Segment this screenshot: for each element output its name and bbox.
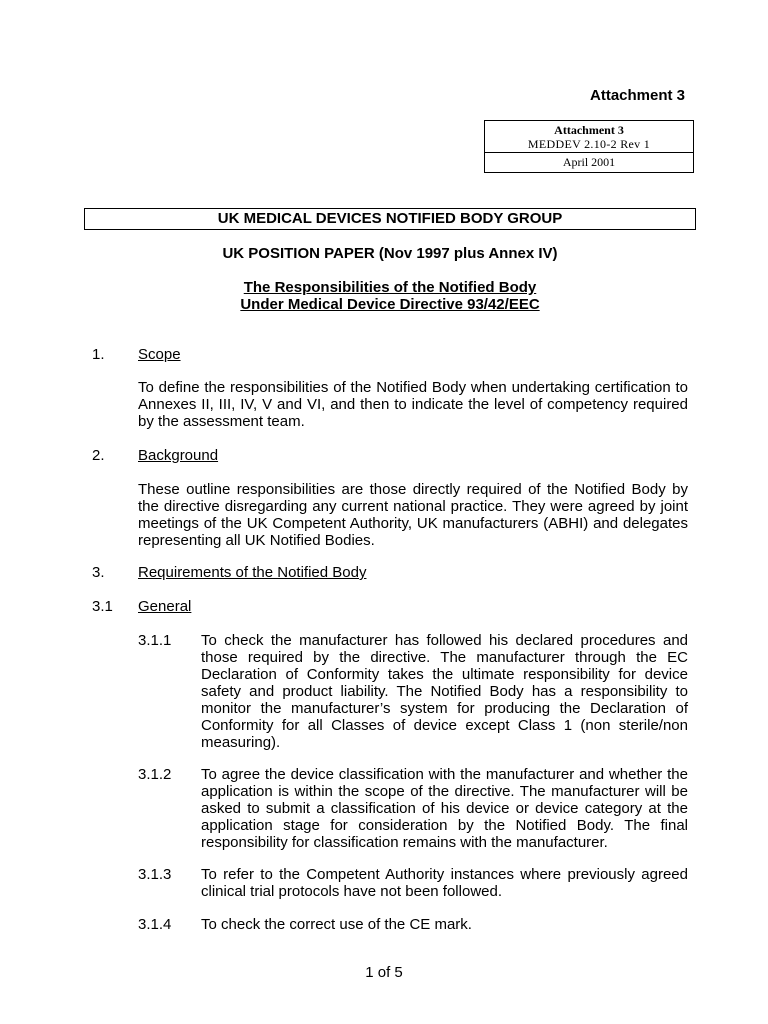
section-3-1-heading: General bbox=[138, 598, 192, 615]
section-3-number: 3. bbox=[92, 564, 105, 581]
section-3-1-2-number: 3.1.2 bbox=[138, 766, 172, 783]
section-3-1-2-text: To agree the device classification with the manufacturer and whether the application is within the scope of the directive. The manufacturer will be asked to submit a classification of his device or device category at the application stage for consideration by the Notified Body. The final responsibility for classification remains with the manufacturer. bbox=[201, 766, 688, 851]
section-3-1-number: 3.1 bbox=[92, 598, 113, 615]
attachment-header: Attachment 3 bbox=[590, 87, 686, 104]
section-1-number: 1. bbox=[92, 346, 105, 363]
section-3-1-3-number: 3.1.3 bbox=[138, 866, 172, 883]
reference-date: April 2001 bbox=[562, 155, 616, 169]
reference-attachment: Attachment 3 bbox=[554, 123, 624, 137]
section-3-1-3-text: To refer to the Competent Authority instances where previously agreed clinical trial protocols have not been followed. bbox=[201, 866, 688, 900]
section-3-heading: Requirements of the Notified Body bbox=[138, 564, 367, 581]
reference-box bbox=[484, 120, 694, 173]
section-3-1-1-text: To check the manufacturer has followed his declared procedures and those required by the directive. The manufacturer through the EC Declaration of Conformity takes the ultimate responsibility for device safety and product liability. The Notified Body has a responsibility to monitor the manufacturer’s system for producing the Declaration of Conformity for all Classes of device except Class 1 (non sterile/non measuring). bbox=[201, 632, 688, 751]
section-1-heading: Scope bbox=[138, 346, 181, 363]
position-paper-title: UK POSITION PAPER (Nov 1997 plus Annex IV) bbox=[222, 245, 558, 262]
reference-meddev: MEDDEV 2.10-2 Rev 1 bbox=[527, 137, 651, 151]
section-3-1-4-number: 3.1.4 bbox=[138, 916, 172, 933]
section-2-number: 2. bbox=[92, 447, 105, 464]
section-1-text: To define the responsibilities of the Notified Body when undertaking certification to Annexes II, III, IV, V and VI, and then to indicate the level of competency required by the assessment team. bbox=[138, 379, 688, 430]
page-number: 1 of 5 bbox=[365, 964, 403, 981]
section-3-1-1-number: 3.1.1 bbox=[138, 632, 172, 649]
section-2-text: These outline responsibilities are those directly required of the Notified Body by the directive disregarding any current national practice. They were agreed by joint meetings of the UK Competent Authority, UK manufacturers (ABHI) and delegates representing all UK Notified Bodies. bbox=[138, 481, 688, 549]
document-title-line-2: Under Medical Device Directive 93/42/EEC bbox=[240, 296, 540, 313]
section-3-1-4-text: To check the correct use of the CE mark. bbox=[201, 916, 472, 933]
document-title-line-1: The Responsibilities of the Notified Body bbox=[243, 279, 537, 296]
section-2-heading: Background bbox=[138, 447, 219, 464]
reference-box-top bbox=[485, 121, 693, 153]
group-title: UK MEDICAL DEVICES NOTIFIED BODY GROUP bbox=[84, 208, 696, 230]
